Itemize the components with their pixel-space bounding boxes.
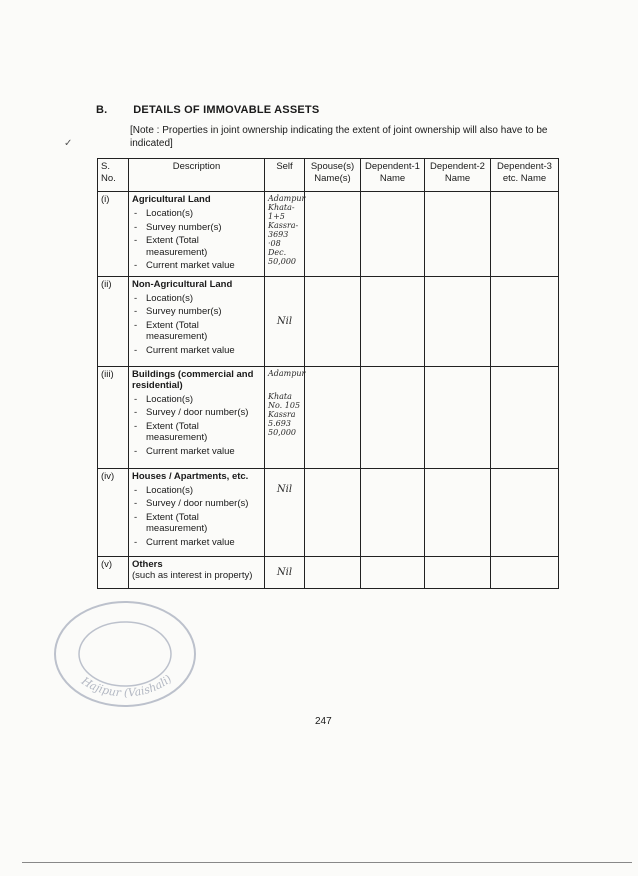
handwritten-line: 50,000 bbox=[268, 257, 296, 266]
list-item: - Location(s) bbox=[132, 485, 261, 497]
section-heading bbox=[96, 104, 319, 116]
table-row bbox=[98, 192, 559, 277]
list-item: - Survey / door number(s) bbox=[132, 498, 261, 510]
row-sno: (ii) bbox=[98, 276, 129, 366]
row-items bbox=[132, 293, 261, 357]
row-dependent-1-value bbox=[361, 468, 425, 556]
row-items bbox=[132, 208, 261, 272]
header-sno: S. No. bbox=[98, 159, 129, 192]
row-dependent-2-value bbox=[425, 468, 491, 556]
list-item: - Survey / door number(s) bbox=[132, 407, 261, 419]
scan-edge-line bbox=[22, 862, 632, 863]
row-self-value bbox=[265, 192, 305, 277]
section-title: DETAILS OF IMMOVABLE ASSETS bbox=[133, 104, 320, 116]
row-spouse-value bbox=[305, 276, 361, 366]
list-item: - Location(s) bbox=[132, 208, 261, 220]
list-item: - Extent (Total measurement) bbox=[132, 235, 261, 258]
immovable-assets-table bbox=[97, 158, 559, 589]
row-self-value bbox=[265, 366, 305, 468]
row-category: Houses / Apartments, etc. bbox=[132, 470, 249, 482]
list-item: - Current market value bbox=[132, 446, 261, 458]
handwritten-line: 1+5 bbox=[268, 212, 285, 221]
table-row bbox=[98, 468, 559, 556]
row-category: Others bbox=[132, 558, 163, 570]
row-dependent-3-value bbox=[491, 366, 559, 468]
row-self-value bbox=[265, 556, 305, 588]
list-item: - Current market value bbox=[132, 345, 261, 357]
handwritten-line: 3693 bbox=[268, 230, 289, 239]
section-note: [Note : Properties in joint ownership indicating the extent of joint ownership will also have to be indicated] bbox=[130, 125, 548, 149]
list-item: - Extent (Total measurement) bbox=[132, 512, 261, 535]
row-dependent-3-value bbox=[491, 276, 559, 366]
margin-mark: ✓ bbox=[64, 138, 73, 149]
handwritten-line: No. 105 bbox=[268, 400, 301, 410]
row-category: Buildings (commercial and residential) bbox=[132, 368, 254, 391]
row-dependent-2-value bbox=[425, 192, 491, 277]
handwritten-line: Khata- bbox=[268, 203, 295, 212]
row-dependent-2-value bbox=[425, 556, 491, 588]
row-dependent-1-value bbox=[361, 366, 425, 468]
header-dependent-3: Dependent-3 etc. Name bbox=[491, 159, 559, 192]
row-description bbox=[129, 468, 265, 556]
handwritten-line: Adampur bbox=[268, 368, 306, 378]
list-item: - Location(s) bbox=[132, 394, 261, 406]
handwritten-line: Nil bbox=[276, 566, 293, 578]
row-dependent-2-value bbox=[425, 366, 491, 468]
row-dependent-3-value bbox=[491, 468, 559, 556]
header-spouse: Spouse(s) Name(s) bbox=[305, 159, 361, 192]
row-items bbox=[132, 485, 261, 549]
list-item: - Survey number(s) bbox=[132, 306, 261, 318]
table-row bbox=[98, 276, 559, 366]
handwritten-line: Kassra bbox=[268, 409, 296, 419]
table-row bbox=[98, 556, 559, 588]
row-category: Agricultural Land bbox=[132, 194, 211, 205]
row-dependent-3-value bbox=[491, 192, 559, 277]
row-sno: (iv) bbox=[98, 468, 129, 556]
handwritten-line: Adampur bbox=[268, 194, 306, 203]
row-sno: (v) bbox=[98, 556, 129, 588]
row-dependent-3-value bbox=[491, 556, 559, 588]
row-category: Non-Agricultural Land bbox=[132, 278, 233, 290]
official-seal-stamp bbox=[40, 592, 210, 722]
header-description: Description bbox=[129, 159, 265, 192]
handwritten-line: 50,000 bbox=[268, 427, 296, 437]
row-spouse-value bbox=[305, 192, 361, 277]
row-spouse-value bbox=[305, 366, 361, 468]
row-description bbox=[129, 366, 265, 468]
row-spouse-value bbox=[305, 468, 361, 556]
list-item: - Extent (Total measurement) bbox=[132, 421, 261, 444]
page-number: 247 bbox=[315, 716, 332, 727]
row-description bbox=[129, 192, 265, 277]
table-header-row bbox=[98, 159, 559, 192]
list-item: - Location(s) bbox=[132, 293, 261, 305]
header-dependent-2: Dependent-2 Name bbox=[425, 159, 491, 192]
row-dependent-1-value bbox=[361, 556, 425, 588]
handwritten-line: Nil bbox=[276, 315, 293, 327]
row-subtitle: (such as interest in property) bbox=[132, 569, 253, 581]
handwritten-line: ·08 Dec. bbox=[268, 239, 287, 257]
handwritten-line: 5.693 bbox=[268, 418, 291, 428]
row-dependent-1-value bbox=[361, 276, 425, 366]
handwritten-line: Kassra- bbox=[268, 221, 299, 230]
handwritten-line: Khata bbox=[268, 391, 292, 401]
list-item: - Survey number(s) bbox=[132, 222, 261, 234]
table-row bbox=[98, 366, 559, 468]
row-dependent-2-value bbox=[425, 276, 491, 366]
handwritten-line: Nil bbox=[276, 483, 293, 495]
row-description bbox=[129, 276, 265, 366]
row-dependent-1-value bbox=[361, 192, 425, 277]
row-items bbox=[132, 394, 261, 458]
list-item: - Current market value bbox=[132, 260, 261, 272]
list-item: - Extent (Total measurement) bbox=[132, 320, 261, 343]
section-number: B. bbox=[96, 104, 108, 116]
header-dependent-1: Dependent-1 Name bbox=[361, 159, 425, 192]
row-self-value bbox=[265, 468, 305, 556]
list-item: - Current market value bbox=[132, 537, 261, 549]
seal-text: Hajipur (Vaishali) bbox=[79, 672, 175, 700]
row-spouse-value bbox=[305, 556, 361, 588]
row-sno: (i) bbox=[98, 192, 129, 277]
row-description bbox=[129, 556, 265, 588]
row-sno: (iii) bbox=[98, 366, 129, 468]
header-self: Self bbox=[265, 159, 305, 192]
row-self-value bbox=[265, 276, 305, 366]
